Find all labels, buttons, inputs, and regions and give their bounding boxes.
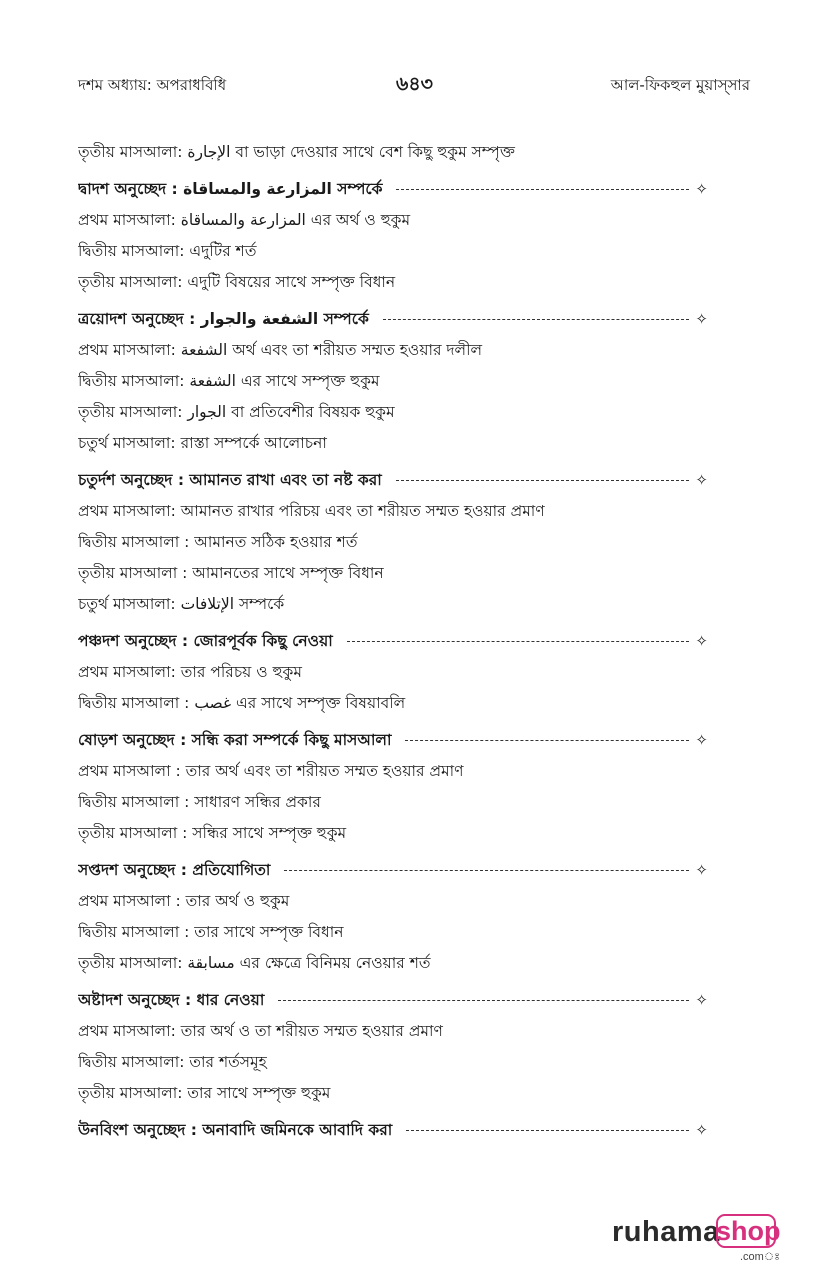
dashed-leader xyxy=(383,319,690,320)
masala-item: তৃতীয় মাসআলা: مسابقة এর ক্ষেত্রে বিনিময় নেওয়ার শর্ত xyxy=(78,954,431,972)
masala-item: তৃতীয় মাসআলা: الإجارة বা ভাড়া দেওয়ার সাথে বেশ কিছু হুকুম সম্পৃক্ত xyxy=(78,143,515,161)
page-header xyxy=(78,74,750,98)
section-heading-text: পঞ্চদশ অনুচ্ছেদ : জোরপূর্বক কিছু নেওয়া xyxy=(78,632,333,650)
diamond-icon: ✧ xyxy=(695,471,708,489)
masala-item: প্রথম মাসআলা: المزارعة والمساقاة এর অর্থ ও হুকুম xyxy=(78,211,411,229)
section-heading-text: ত্রয়োদশ অনুচ্ছেদ : الشفعة والجوار সম্পর্কে xyxy=(78,310,369,328)
masala-item: দ্বিতীয় মাসআলা: এদুটির শর্ত xyxy=(78,242,257,260)
section-heading xyxy=(78,465,708,496)
section-heading xyxy=(78,725,708,756)
masala-item: প্রথম মাসআলা : তার অর্থ ও হুকুম xyxy=(78,892,290,910)
logo-text-com: .comঃ xyxy=(740,1251,781,1263)
diamond-icon: ✧ xyxy=(695,180,708,198)
dashed-leader xyxy=(405,740,689,741)
diamond-icon: ✧ xyxy=(695,310,708,328)
section-heading xyxy=(78,1115,708,1146)
section-heading xyxy=(78,855,708,886)
dashed-leader xyxy=(396,189,689,190)
section-heading-text: চতুর্দশ অনুচ্ছেদ : আমানত রাখা এবং তা নষ্ট করা xyxy=(78,471,382,489)
masala-item: প্রথম মাসআলা: আমানত রাখার পরিচয় এবং তা শরীয়ত সম্মত হওয়ার প্রমাণ xyxy=(78,502,545,520)
section-heading xyxy=(78,985,708,1016)
dashed-leader xyxy=(396,480,690,481)
section-heading-text: উনবিংশ অনুচ্ছেদ : অনাবাদি জমিনকে আবাদি করা xyxy=(78,1121,393,1139)
table-of-contents xyxy=(78,137,708,1146)
masala-item: তৃতীয় মাসআলা: الجوار বা প্রতিবেশীর বিষয়ক হুকুম xyxy=(78,403,395,421)
section-heading xyxy=(78,304,708,335)
dashed-leader xyxy=(278,1000,689,1001)
section-heading-text: দ্বাদশ অনুচ্ছেদ : المزارعة والمساقاة সম্পর্কে xyxy=(78,180,383,198)
masala-item: প্রথম মাসআলা: তার অর্থ ও তা শরীয়ত সম্মত হওয়ার প্রমাণ xyxy=(78,1022,443,1040)
diamond-icon: ✧ xyxy=(695,991,708,1009)
book-title: আল-ফিকহুল মুয়াস্সার xyxy=(610,76,750,94)
dashed-leader xyxy=(284,870,689,871)
masala-item: তৃতীয় মাসআলা: এদুটি বিষয়ের সাথে সম্পৃক্ত বিধান xyxy=(78,273,396,291)
masala-item: তৃতীয় মাসআলা: তার সাথে সম্পৃক্ত হুকুম xyxy=(78,1084,331,1102)
logo-text-ruhama: ruhama xyxy=(612,1216,720,1248)
chapter-title: দশম অধ্যায়: অপরাধবিধি xyxy=(78,76,227,94)
diamond-icon: ✧ xyxy=(695,731,708,749)
masala-item: তৃতীয় মাসআলা : সন্ধির সাথে সম্পৃক্ত হুকুম xyxy=(78,824,347,842)
section-heading xyxy=(78,174,708,205)
masala-item: দ্বিতীয় মাসআলা : غصب এর সাথে সম্পৃক্ত বিষয়াবলি xyxy=(78,694,406,712)
masala-item: দ্বিতীয় মাসআলা : সাধারণ সন্ধির প্রকার xyxy=(78,793,321,811)
diamond-icon: ✧ xyxy=(695,632,708,650)
masala-item: প্রথম মাসআলা: الشفعة অর্থ এবং তা শরীয়ত সম্মত হওয়ার দলীল xyxy=(78,341,483,359)
dashed-leader xyxy=(347,641,690,642)
section-heading xyxy=(78,626,708,657)
section-heading-text: ষোড়শ অনুচ্ছেদ : সন্ধি করা সম্পর্কে কিছু মাসআলা xyxy=(78,731,392,749)
diamond-icon: ✧ xyxy=(695,1121,708,1139)
section-heading-text: সপ্তদশ অনুচ্ছেদ : প্রতিযোগিতা xyxy=(78,861,271,879)
logo-text-shop: shop xyxy=(716,1216,781,1246)
dashed-leader xyxy=(406,1130,689,1131)
masala-item: তৃতীয় মাসআলা : আমানতের সাথে সম্পৃক্ত বিধান xyxy=(78,564,384,582)
masala-item: প্রথম মাসআলা : তার অর্থ এবং তা শরীয়ত সম্মত হওয়ার প্রমাণ xyxy=(78,762,464,780)
diamond-icon: ✧ xyxy=(695,861,708,879)
masala-item: প্রথম মাসআলা: তার পরিচয় ও হুকুম xyxy=(78,663,302,681)
masala-item: দ্বিতীয় মাসআলা: الشفعة এর সাথে সম্পৃক্ত হুকুম xyxy=(78,372,380,390)
masala-item: দ্বিতীয় মাসআলা: তার শর্তসমূহ xyxy=(78,1053,267,1071)
section-heading-text: অষ্টাদশ অনুচ্ছেদ : ধার নেওয়া xyxy=(78,991,265,1009)
masala-item: চতুর্থ মাসআলা: الإتلافات সম্পর্কে xyxy=(78,595,285,613)
masala-item: চতুর্থ মাসআলা: রাস্তা সম্পর্কে আলোচনা xyxy=(78,434,327,452)
masala-item: দ্বিতীয় মাসআলা : তার সাথে সম্পৃক্ত বিধান xyxy=(78,923,344,941)
page-number: ৬৪৩ xyxy=(396,73,434,95)
ruhamashop-logo xyxy=(612,1212,782,1263)
masala-item: দ্বিতীয় মাসআলা : আমানত সঠিক হওয়ার শর্ত xyxy=(78,533,358,551)
